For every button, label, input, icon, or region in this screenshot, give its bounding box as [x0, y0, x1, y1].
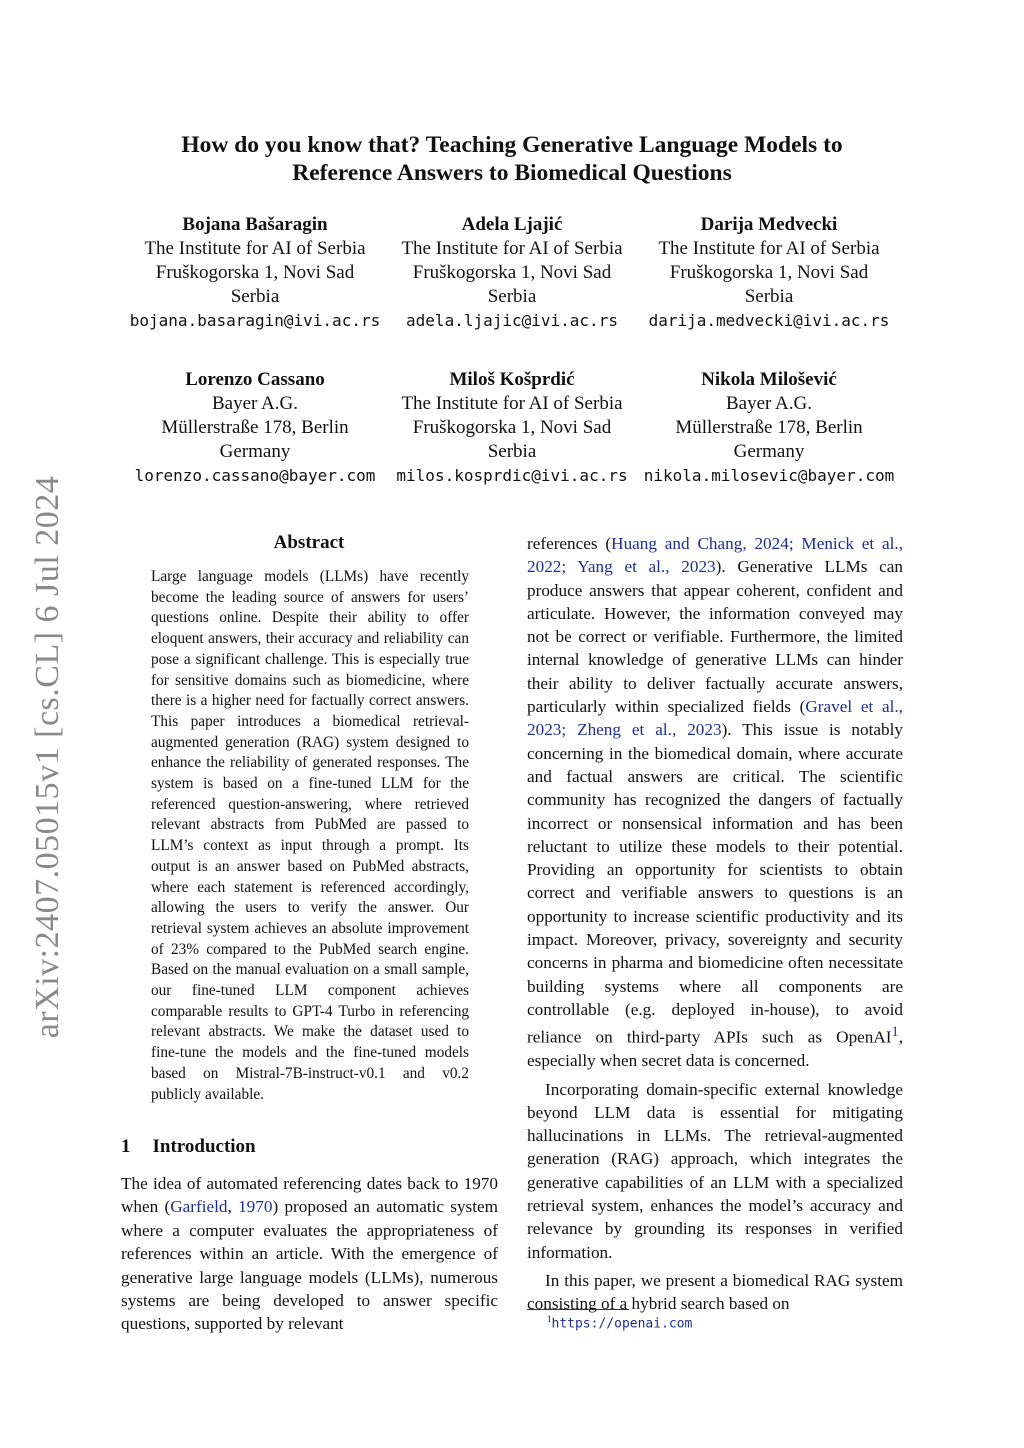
- author-affiliation: Bayer A.G.: [725, 393, 812, 414]
- author-email[interactable]: darija.medvecki@ivi.ac.rs: [648, 311, 890, 330]
- section-number: 1: [121, 1136, 131, 1157]
- author-email[interactable]: milos.kosprdic@ivi.ac.rs: [396, 466, 628, 485]
- author-country: Serbia: [230, 286, 280, 307]
- intro-paragraph-3: In this paper, we present a biomedical RAG system consisting of a hybrid search based on: [527, 1270, 903, 1314]
- author-affiliation: Bayer A.G.: [211, 393, 298, 414]
- author-name: Nikola Milošević: [701, 369, 837, 390]
- text-run: ) proposed an automatic system where a computer evaluates the appropriateness of references within an article. With the emergence of generative large language models (LLMs), numerous systems are being developed to answer specific questions, supported by relevant: [121, 1197, 499, 1334]
- section-heading-introduction: [121, 1136, 256, 1158]
- intro-paragraph-continued: [527, 532, 903, 1073]
- author-address: Fruškogorska 1, Novi Sad: [669, 262, 869, 283]
- author-email[interactable]: nikola.milosevic@bayer.com: [643, 466, 895, 485]
- author-affiliation: The Institute for AI of Serbia: [401, 393, 623, 414]
- author-email[interactable]: bojana.basaragin@ivi.ac.rs: [129, 311, 381, 330]
- intro-paragraph-2: Incorporating domain-specific external knowledge beyond LLM data is essential for mitigating hallucinations in LLMs. The retrieval-augmented generation (RAG) approach, which integrates the generative capabilities of an LLM with a specialized retrieval system, enhances the model’s accuracy and relevance by grounding its responses in verified information.: [527, 1079, 903, 1262]
- author-name: Adela Ljajić: [461, 214, 563, 235]
- text-run: references (: [527, 534, 612, 553]
- author-block-6: [619, 368, 919, 488]
- arxiv-identifier-stamp: arXiv:2407.05015v1 [cs.CL] 6 Jul 2024: [29, 475, 66, 1039]
- text-run: , especially when secret data is concerned.: [527, 1027, 903, 1071]
- author-email[interactable]: adela.ljajic@ivi.ac.rs: [406, 311, 618, 330]
- author-affiliation: The Institute for AI of Serbia: [144, 238, 366, 259]
- author-block-1: [105, 213, 405, 333]
- author-country: Germany: [733, 441, 805, 462]
- text-run: The idea of automated referencing dates back to 1970 when (: [121, 1174, 498, 1217]
- author-name: Miloš Košprdić: [449, 369, 575, 390]
- citation-link[interactable]: Gravel et al., 2023; Zheng et al., 2023: [527, 697, 903, 740]
- author-country: Serbia: [744, 286, 794, 307]
- author-name: Bojana Bašaragin: [182, 214, 328, 235]
- paper-title: [130, 131, 894, 187]
- text-run: ,: [227, 1197, 239, 1217]
- text-run: ). This issue is notably concerning in the biomedical domain, where accurate and factual answers are critical. The scientific community has recognized the dangers of factually incorrect or nonsensical information and has been reluctant to utilize these models to their potential. Providing an opportunity for scientists to obtain correct and verifiable answers to questions is an opportunity to increase scientific productivity and its impact. Moreover, privacy, sovereignty and security concerns in pharma and biomedicine often necessitate building systems where all components are controllable (e.g. deployed in-house), to avoid reliance on third-party APIs such as OpenAI: [527, 720, 903, 1047]
- title-line-1: How do you know that? Teaching Generative Language Models to: [181, 132, 843, 158]
- text-run: ). Generative LLMs can produce answers that appear coherent, confident and articulate. However, the information conveyed may not be correct or verifiable. Furthermore, the limited internal knowledge of generative LLMs can hinder their ability to deliver factually accurate answers, particularly within specialized fields (: [527, 557, 903, 717]
- author-address: Fruškogorska 1, Novi Sad: [412, 417, 612, 438]
- citation-link[interactable]: Huang and Chang, 2024; Menick et al., 2022; Yang et al., 2023: [527, 534, 903, 577]
- author-address: Fruškogorska 1, Novi Sad: [155, 262, 355, 283]
- section-title: Introduction: [152, 1136, 256, 1157]
- author-country: Germany: [219, 441, 291, 462]
- citation-link[interactable]: 1970: [238, 1197, 273, 1217]
- intro-paragraph-1: [121, 1172, 498, 1336]
- author-affiliation: The Institute for AI of Serbia: [658, 238, 880, 259]
- author-name: Lorenzo Cassano: [185, 369, 325, 390]
- author-address: Müllerstraße 178, Berlin: [675, 417, 863, 438]
- citation-link[interactable]: Garfield: [170, 1197, 228, 1217]
- abstract-heading: Abstract: [273, 532, 345, 553]
- right-column: [527, 532, 903, 1321]
- author-email[interactable]: lorenzo.cassano@bayer.com: [134, 466, 376, 485]
- author-address: Fruškogorska 1, Novi Sad: [412, 262, 612, 283]
- author-block-5: [362, 368, 662, 488]
- author-block-2: [362, 213, 662, 333]
- footnote-url-link[interactable]: https://openai.com: [551, 1316, 693, 1332]
- title-line-2: Reference Answers to Biomedical Questions: [292, 160, 732, 186]
- footnote-number: 1: [547, 1314, 552, 1324]
- author-affiliation: The Institute for AI of Serbia: [401, 238, 623, 259]
- footnote-divider: [527, 1309, 629, 1310]
- author-block-3: [619, 213, 919, 333]
- footnote: [527, 1314, 692, 1331]
- author-block-4: [105, 368, 405, 488]
- author-address: Müllerstraße 178, Berlin: [161, 417, 349, 438]
- abstract-text: Large language models (LLMs) have recently become the leading source of answers for users’ questions online. Despite their ability to offer eloquent answers, their accuracy and reliability can pose a significant challenge. This is especially true for sensitive domains such as biomedicine, where there is a higher need for factually correct answers. This paper introduces a biomedical retrieval-augmented generation (RAG) system designed to enhance the reliability of generated responses. The system is based on a fine-tuned LLM for the referenced question-answering, where retrieved relevant abstracts from PubMed are passed to LLM’s context as input through a prompt. Its output is an answer based on PubMed abstracts, where each statement is referenced accordingly, allowing the users to verify the answer. Our retrieval system achieves an absolute improvement of 23% compared to the PubMed search engine. Based on the manual evaluation on a small sample, our fine-tuned LLM component achieves comparable results to GPT-4 Turbo in referencing relevant abstracts. We make the dataset used to fine-tune the models and the fine-tuned models based on Mistral-7B-instruct-v0.1 and v0.2 publicly available.: [151, 568, 469, 1103]
- author-country: Serbia: [487, 286, 537, 307]
- author-country: Serbia: [487, 441, 537, 462]
- footnote-marker[interactable]: 1: [891, 1024, 899, 1041]
- author-name: Darija Medvecki: [700, 214, 838, 235]
